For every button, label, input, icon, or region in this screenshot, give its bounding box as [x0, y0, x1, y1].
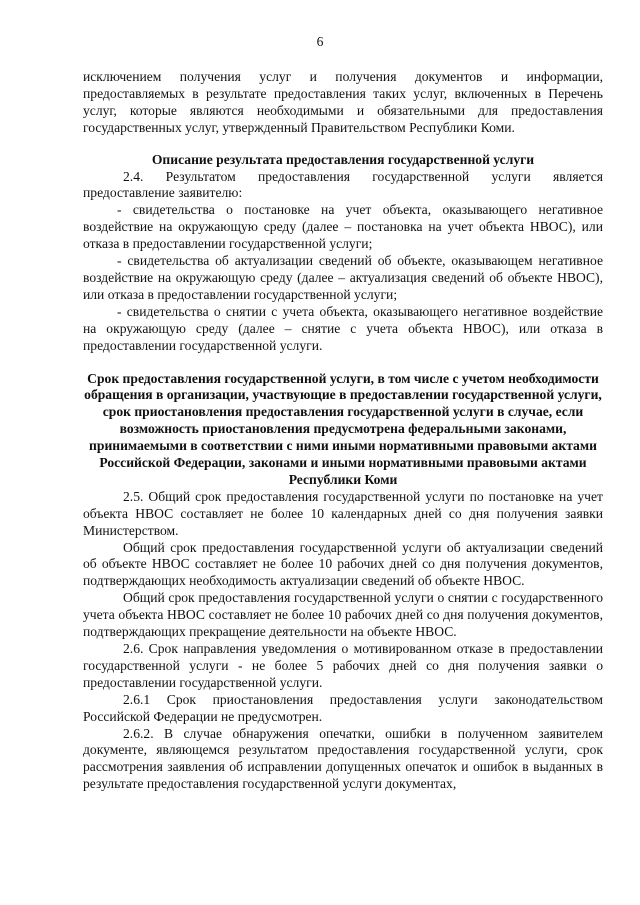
list-item: - свидетельства об актуализации сведений об объекте, оказывающем негативное воздействие на окружающую среду (далее – актуализация сведений об объекте НВОС), или отказа в предоставлении государственной услуги;	[83, 253, 603, 302]
body-paragraph: 2.6. Срок направления уведомления о мотивированном отказе в предоставлении государственной услуги - не более 5 рабочих дней со дня получения заявки о предоставлении государственной услуги.	[83, 641, 603, 690]
section-heading: Срок предоставления государственной услуги, в том числе с учетом необходимости обращения в организации, участвующие в предоставлении государственной услуги, срок приостановления предоставления государственной услуги в случае, если возможность приостановления предусмотрена федеральными законами, принимаемыми в соответствии с ними иными нормативными правовыми актами Российской Федерации, законами и иными нормативными правовыми актами Республики Коми	[84, 370, 602, 487]
list-item: - свидетельства о снятии с учета объекта, оказывающего негативное воздействие на окружающую среду (далее – снятие с учета объекта НВОС), или отказа в предоставлении государственной услуги.	[83, 303, 603, 353]
body-paragraph: Общий срок предоставления государственной услуги об актуализации сведений об объекте НВОС составляет не более 10 рабочих дней со дня получения документов, подтверждающих необходимость актуализации сведений об объекте НВОС.	[83, 539, 603, 589]
body-paragraph: Общий срок предоставления государственной услуги о снятии с государственного учета объекта НВОС составляет не более 10 рабочих дней со дня получения документов, подтверждающих прекращение деятельности на объекте НВОС.	[83, 590, 603, 640]
body-paragraph: 2.4. Результатом предоставления государственной услуги является предоставление заявителю:	[83, 168, 603, 201]
document-body	[83, 69, 603, 793]
body-paragraph: 2.5. Общий срок предоставления государственной услуги по постановке на учет объекта НВОС составляет не более 10 календарных дней со дня получения заявки Министерством.	[83, 488, 603, 538]
body-paragraph: исключением получения услуг и получения документов и информации, предоставляемых в результате предоставления таких услуг, включенных в Перечень услуг, которые являются необходимыми и обязательными для предоставления государственных услуг, утвержденный Правительством Республики Коми.	[83, 69, 603, 135]
section-heading: Описание результата предоставления государственной услуги	[151, 151, 535, 167]
page-number: 6	[316, 34, 324, 49]
body-paragraph: 2.6.2. В случае обнаружения опечатки, ошибки в полученном заявителем документе, являющемся результатом предоставления государственной услуги, срок рассмотрения заявления об исправлении допущенных опечаток и ошибок в выданных в результате предоставления государственной услуги документах,	[83, 725, 603, 792]
list-item: - свидетельства о постановке на учет объекта, оказывающего негативное воздействие на окружающую среду (далее – постановка на учет объекта НВОС), или отказа в предоставлении государственной услуги;	[83, 202, 603, 252]
body-paragraph: 2.6.1 Срок приостановления предоставления услуги законодательством Российской Федерации не предусмотрен.	[83, 691, 603, 724]
